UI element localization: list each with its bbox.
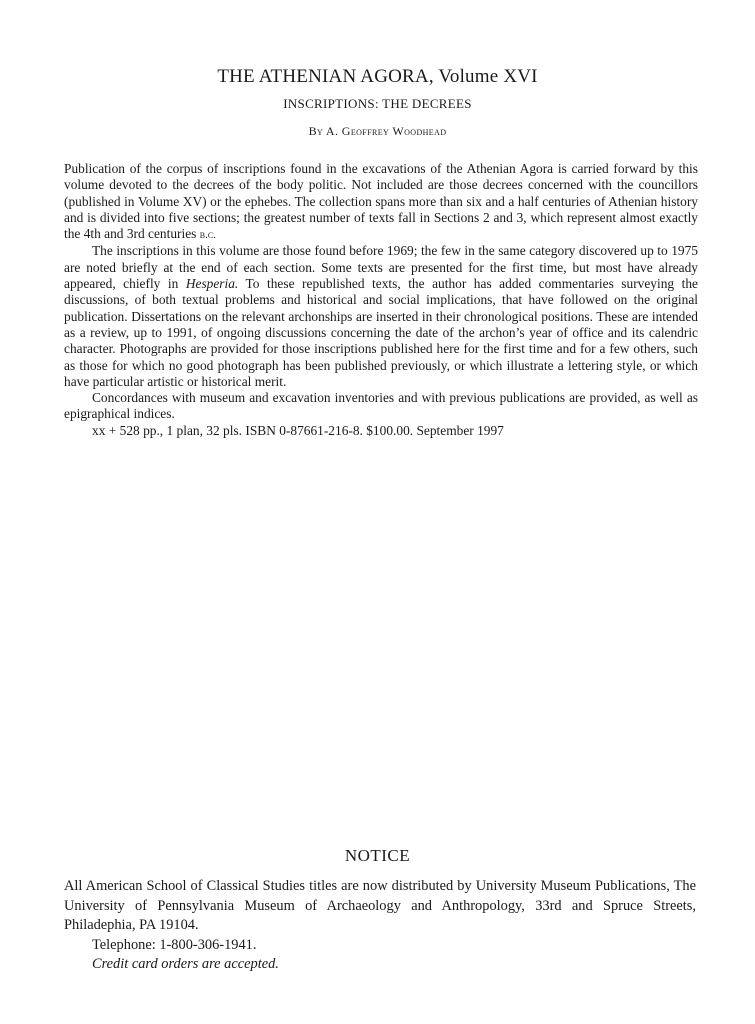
notice-body (64, 877, 696, 975)
paragraph-2-text-before: The inscriptions in this volume are those found before 1969; the few in the same category discovered up to 1975 are noted briefly at the end of each section. Some texts are presented for the first time, but most have already appeared, chiefly in (64, 243, 698, 292)
paragraph-2-text-after: To these republished texts, the author has added commentaries surveying the discussions, of both textual problems and historical and social implications, that have followed on the original publication. Dissertations on the relevant archonships are inserted in their chronological positions. These are intended as a review, up to 1991, of ongoing discussions concerning the date of the archon’s year of office and its calendric character. Photographs are provided for those inscriptions published here for the first time and for a few others, such as those for which no good photograph has been published previously, or which illustrate a lettering style, or which have particular artistic or historical merit. (64, 276, 698, 389)
description-paragraph-1 (64, 161, 698, 243)
notice-telephone: Telephone: 1-800-306-1941. (92, 936, 257, 953)
book-author: By A. Geoffrey Woodhead (308, 124, 447, 138)
description-body (64, 161, 698, 439)
era-abbreviation: b.c. (199, 229, 216, 242)
book-subtitle: INSCRIPTIONS: THE DECREES (283, 96, 472, 111)
publication-details: xx + 528 pp., 1 plan, 32 pls. ISBN 0-87661-216-8. $100.00. September 1997 (92, 422, 504, 438)
description-paragraph-2 (64, 243, 698, 390)
journal-name: Hesperia. (185, 276, 239, 292)
notice-heading: NOTICE (344, 846, 411, 865)
notice-paragraph: All American School of Classical Studies titles are now distributed by University Museum Publications, The University of Pennsylvania Museum of Archaeology and Anthropology, 33rd and Spruce Streets, Philadephia, PA 19104. (64, 878, 696, 933)
notice-credit: Credit card orders are accepted. (92, 956, 279, 972)
paragraph-1-text: Publication of the corpus of inscriptions found in the excavations of the Athenian Agora is carried forward by this volume devoted to the decrees of the body politic. Not included are those decrees concerned with the councillors (published in Volume XV) or the ephebes. The collection spans more than six and a half centuries of Athenian history and is divided into five sections; the greatest number of texts fall in Sections 2 and 3, which represent almost exactly the 4th and 3rd centuries (64, 161, 698, 242)
book-title: THE ATHENIAN AGORA, Volume XVI (217, 66, 538, 87)
notice-credit-line (64, 955, 696, 975)
description-paragraph-3: Concordances with museum and excavation inventories and with previous publications are provided, as well as epigraphical indices. (64, 390, 698, 422)
